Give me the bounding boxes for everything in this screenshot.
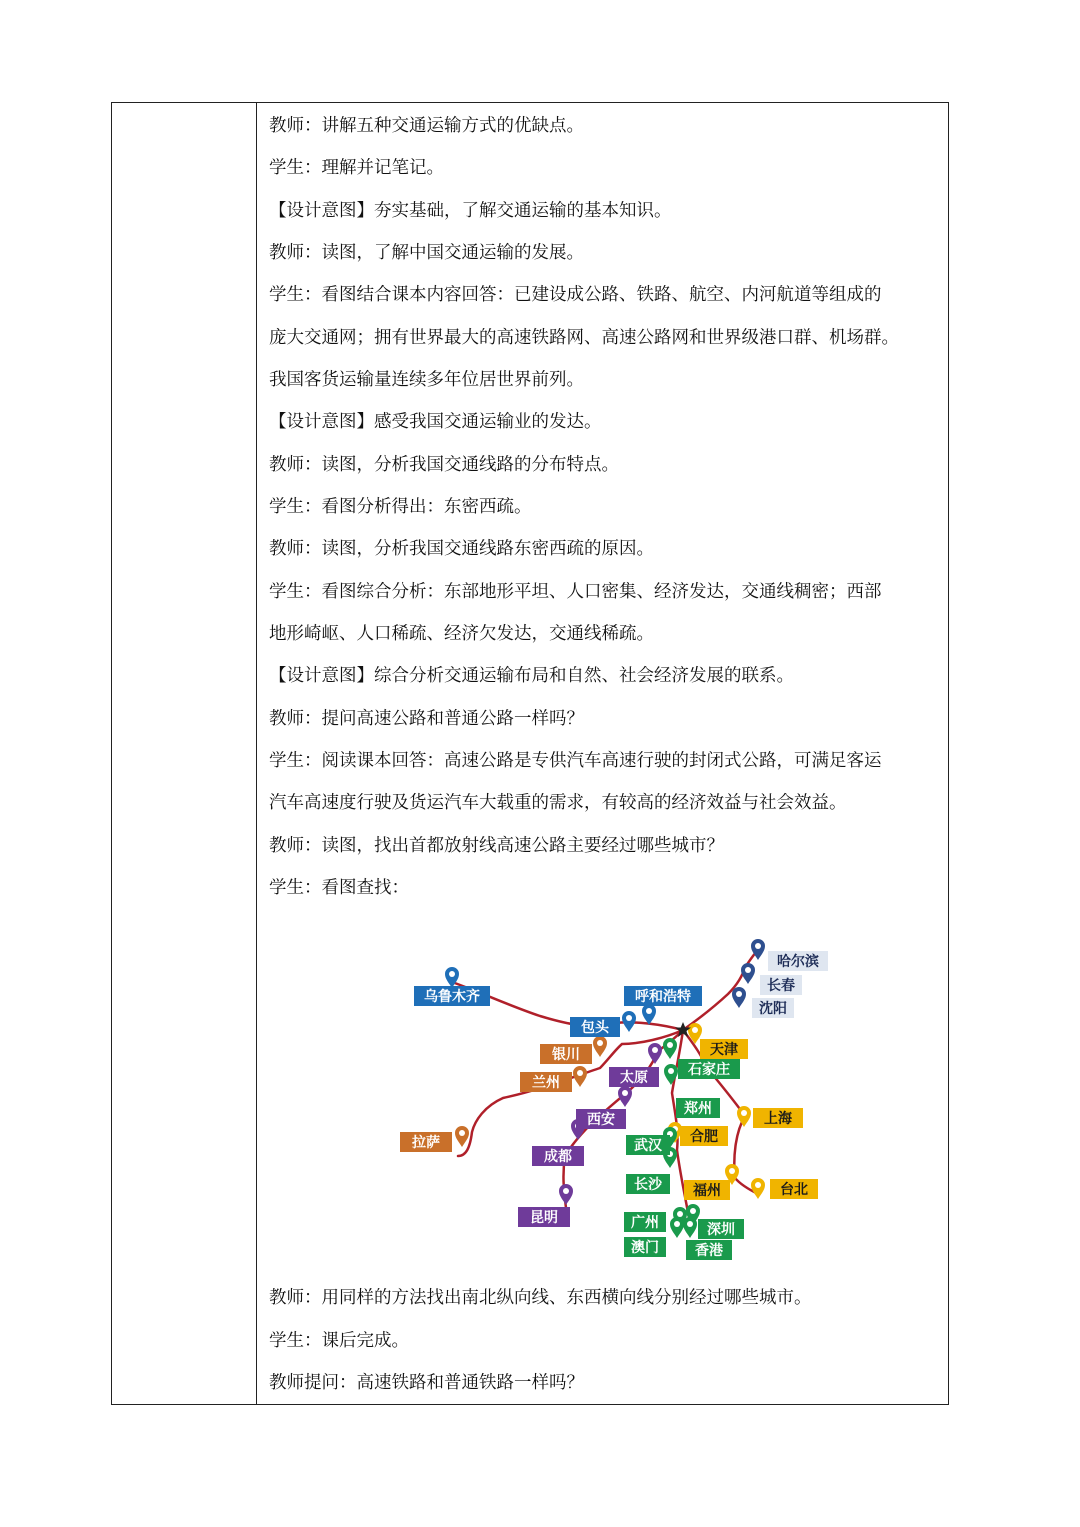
svg-text:广州: 广州 <box>631 1215 659 1231</box>
location-pin-icon <box>751 1178 765 1199</box>
location-pin-icon <box>618 1086 632 1107</box>
city-label-wuhan <box>626 1135 670 1155</box>
text-line: 教师：用同样的方法找出南北纵向线、东西横向线分别经过哪些城市。 <box>269 1288 812 1308</box>
svg-text:昆明: 昆明 <box>530 1210 558 1226</box>
location-pin-icon <box>664 1064 678 1085</box>
location-pin-icon <box>670 1217 684 1238</box>
text-line: 学生：看图结合课本内容回答：已建设成公路、铁路、航空、内河航道等组成的 <box>269 285 882 305</box>
svg-text:哈尔滨: 哈尔滨 <box>777 954 819 970</box>
svg-text:澳门: 澳门 <box>631 1240 659 1256</box>
svg-text:兰州: 兰州 <box>532 1075 560 1091</box>
city-label-hongkong <box>686 1240 732 1260</box>
city-label-harbin <box>768 951 828 971</box>
svg-text:成都: 成都 <box>544 1149 572 1165</box>
city-label-shanghai <box>753 1108 803 1128</box>
city-label-baotou <box>570 1017 620 1037</box>
city-label-changchun <box>760 975 802 995</box>
text-line: 庞大交通网；拥有世界最大的高速铁路网、高速公路网和世界级港口群、机场群。 <box>269 328 899 348</box>
svg-text:银川: 银川 <box>552 1047 580 1063</box>
svg-text:天津: 天津 <box>710 1042 738 1058</box>
svg-text:太原: 太原 <box>620 1070 648 1086</box>
city-label-urumqi <box>414 986 490 1006</box>
text-line: 教师：读图，分析我国交通线路的分布特点。 <box>269 455 619 475</box>
city-label-tianjin <box>700 1039 748 1059</box>
location-pin-icon <box>622 1011 636 1032</box>
text-line: 地形崎岖、人口稀疏、经济欠发达，交通线稀疏。 <box>269 624 654 644</box>
city-label-kunming <box>518 1207 570 1227</box>
city-label-changsha <box>626 1174 670 1194</box>
design-intent-line: 【设计意图】夯实基础，了解交通运输的基本知识。 <box>269 201 672 221</box>
left-column-cell <box>112 103 257 1404</box>
location-pin-icon <box>741 963 755 984</box>
location-pin-icon <box>732 987 746 1008</box>
text-line: 学生：看图综合分析：东部地形平坦、人口密集、经济发达，交通线稠密；西部 <box>269 582 882 602</box>
svg-text:呼和浩特: 呼和浩特 <box>635 989 691 1005</box>
location-pin-icon <box>455 1126 469 1147</box>
text-line: 教师：讲解五种交通运输方式的优缺点。 <box>269 116 584 136</box>
expressway-map <box>390 928 840 1263</box>
text-line: 教师：读图，了解中国交通运输的发展。 <box>269 243 584 263</box>
svg-text:香港: 香港 <box>695 1243 723 1259</box>
city-label-taiyuan <box>609 1067 659 1087</box>
city-label-lhasa <box>400 1132 452 1152</box>
svg-text:台北: 台北 <box>780 1182 808 1198</box>
text-line: 教师：读图，找出首都放射线高速公路主要经过哪些城市？ <box>269 836 724 856</box>
text-line: 学生：课后完成。 <box>269 1331 409 1351</box>
location-pin-icon <box>648 1043 662 1064</box>
city-label-shenzhen <box>698 1219 744 1239</box>
design-intent-line: 【设计意图】综合分析交通运输布局和自然、社会经济发展的联系。 <box>269 666 794 686</box>
location-pin-icon <box>683 1217 697 1238</box>
location-pin-icon <box>663 1038 677 1059</box>
city-labels <box>400 951 828 1260</box>
svg-text:石家庄: 石家庄 <box>688 1062 730 1078</box>
text-line: 学生：理解并记笔记。 <box>269 158 444 178</box>
city-label-macau <box>624 1237 666 1257</box>
city-label-taipei <box>770 1179 818 1199</box>
text-line: 我国客货运输量连续多年位居世界前列。 <box>269 370 584 390</box>
svg-text:沈阳: 沈阳 <box>759 1001 787 1017</box>
location-pin-icon <box>573 1066 587 1087</box>
svg-text:合肥: 合肥 <box>690 1129 718 1145</box>
svg-text:长沙: 长沙 <box>634 1177 662 1193</box>
city-label-fuzhou <box>684 1180 730 1200</box>
city-label-xian <box>576 1109 626 1129</box>
city-label-guangzhou <box>624 1212 666 1232</box>
city-label-zhengzhou <box>676 1098 720 1118</box>
svg-text:福州: 福州 <box>693 1183 721 1199</box>
svg-text:拉萨: 拉萨 <box>412 1135 440 1151</box>
svg-text:深圳: 深圳 <box>707 1222 735 1238</box>
svg-text:乌鲁木齐: 乌鲁木齐 <box>424 989 480 1005</box>
city-label-chengdu <box>532 1146 584 1166</box>
text-line: 教师提问：高速铁路和普通铁路一样吗？ <box>269 1373 584 1393</box>
svg-text:包头: 包头 <box>581 1020 609 1036</box>
design-intent-line: 【设计意图】感受我国交通运输业的发达。 <box>269 412 602 432</box>
city-label-hefei <box>680 1126 728 1146</box>
text-line: 学生：阅读课本回答：高速公路是专供汽车高速行驶的封闭式公路，可满足客运 <box>269 751 882 771</box>
svg-text:长春: 长春 <box>767 978 795 994</box>
svg-text:西安: 西安 <box>587 1112 615 1128</box>
text-line: 教师：读图，分析我国交通线路东密西疏的原因。 <box>269 539 654 559</box>
location-pin-icon <box>593 1036 607 1057</box>
svg-text:上海: 上海 <box>764 1111 792 1127</box>
svg-text:武汉: 武汉 <box>634 1138 662 1154</box>
text-line: 汽车高速度行驶及货运汽车大载重的需求，有较高的经济效益与社会效益。 <box>269 793 847 813</box>
city-label-shijiazhuang <box>678 1059 740 1079</box>
text-line: 学生：看图查找： <box>269 878 409 898</box>
text-line: 教师：提问高速公路和普通公路一样吗？ <box>269 709 584 729</box>
location-pin-icon <box>559 1184 573 1205</box>
location-pin-icon <box>737 1106 751 1127</box>
city-label-hohhot <box>624 986 702 1006</box>
city-label-yinchuan <box>540 1044 592 1064</box>
city-label-shenyang <box>752 998 794 1018</box>
city-label-lanzhou <box>520 1072 572 1092</box>
text-line: 学生：看图分析得出：东密西疏。 <box>269 497 532 517</box>
svg-text:郑州: 郑州 <box>684 1101 712 1117</box>
